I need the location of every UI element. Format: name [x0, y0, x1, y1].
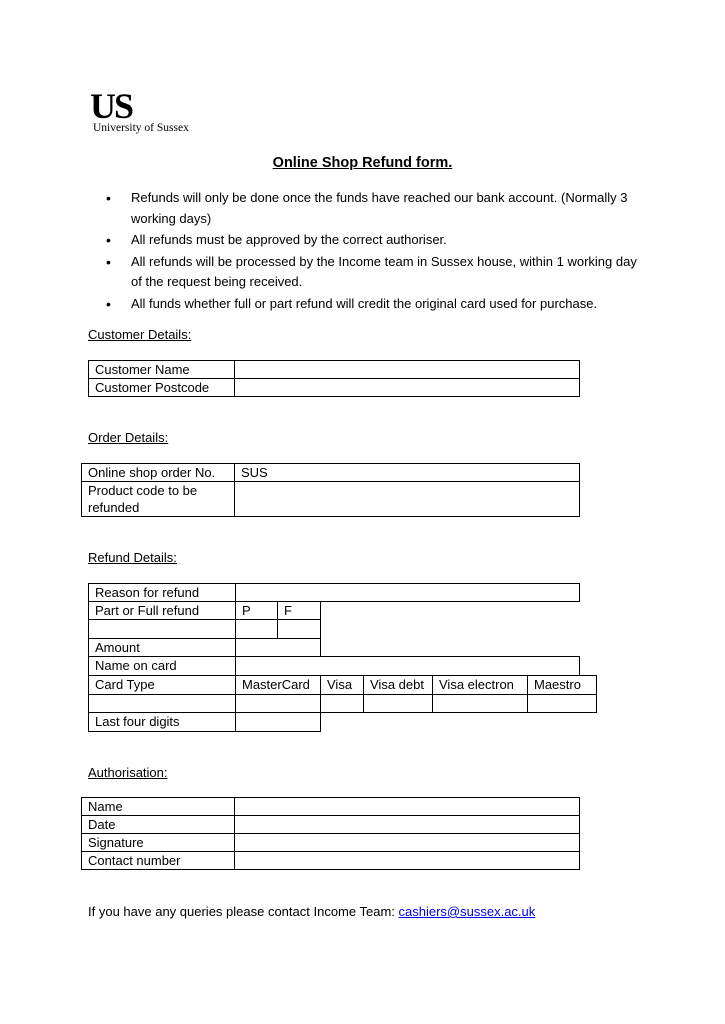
- auth-date-field[interactable]: [235, 816, 580, 834]
- university-logo: [90, 88, 220, 138]
- reason-field[interactable]: [235, 583, 580, 602]
- card-type-visa: Visa: [320, 675, 364, 695]
- full-option: F: [277, 601, 321, 620]
- auth-name-label: Name: [82, 798, 235, 816]
- name-on-card-field[interactable]: [235, 656, 580, 676]
- page-title: Online Shop Refund form.: [272, 155, 453, 171]
- order-number-label: Online shop order No.: [82, 464, 235, 482]
- visa-checkbox[interactable]: [320, 694, 364, 713]
- part-full-label: Part or Full refund: [88, 601, 236, 620]
- auth-date-label: Date: [82, 816, 235, 834]
- table-row: [82, 482, 580, 517]
- card-type-mastercard: MasterCard: [235, 675, 321, 695]
- contact-email-link[interactable]: cashiers@sussex.ac.uk: [398, 904, 536, 919]
- table-row: [82, 834, 580, 852]
- card-type-visa-electron: Visa electron: [432, 675, 528, 695]
- auth-contact-label: Contact number: [82, 852, 235, 870]
- auth-contact-field[interactable]: [235, 852, 580, 870]
- info-list: [103, 188, 643, 315]
- card-type-label: Card Type: [88, 675, 236, 695]
- customer-details-table: [88, 360, 580, 397]
- product-code-field[interactable]: [235, 482, 580, 517]
- table-row: [89, 361, 580, 379]
- auth-signature-label: Signature: [82, 834, 235, 852]
- refund-details-heading: Refund Details:: [88, 550, 177, 565]
- maestro-checkbox[interactable]: [527, 694, 597, 713]
- table-row: [82, 798, 580, 816]
- auth-name-field[interactable]: [235, 798, 580, 816]
- logo-name: University of Sussex: [93, 122, 189, 134]
- authorisation-table: [81, 797, 580, 870]
- name-on-card-label: Name on card: [88, 656, 236, 676]
- part-checkbox[interactable]: [235, 619, 278, 639]
- reason-label: Reason for refund: [88, 583, 236, 602]
- full-checkbox[interactable]: [277, 619, 321, 639]
- info-item: • All refunds will be processed by the Income team in Sussex house, within 1 working day of the request being received.: [103, 252, 643, 293]
- card-type-visa-debit: Visa debt: [363, 675, 433, 695]
- table-row: [89, 379, 580, 397]
- customer-details-heading: Customer Details:: [88, 327, 192, 342]
- order-number-field[interactable]: SUS: [235, 464, 580, 482]
- logo-monogram: US: [90, 86, 133, 126]
- card-type-maestro: Maestro: [527, 675, 597, 695]
- customer-name-field[interactable]: [235, 361, 580, 379]
- info-item: • All refunds must be approved by the correct authoriser.: [103, 230, 643, 251]
- info-item: • All funds whether full or part refund will credit the original card used for purchase.: [103, 294, 643, 315]
- table-row: [82, 464, 580, 482]
- order-details-heading: Order Details:: [88, 430, 169, 445]
- table-row: [82, 852, 580, 870]
- last-four-field[interactable]: [235, 712, 321, 732]
- card-type-spacer: [88, 694, 236, 713]
- visa-debit-checkbox[interactable]: [363, 694, 433, 713]
- info-item: • Refunds will only be done once the funds have reached our bank account. (Normally 3 working days): [103, 188, 643, 229]
- amount-field[interactable]: [235, 638, 321, 657]
- authorisation-heading: Authorisation:: [88, 765, 168, 780]
- customer-name-label: Customer Name: [89, 361, 235, 379]
- auth-signature-field[interactable]: [235, 834, 580, 852]
- mastercard-checkbox[interactable]: [235, 694, 321, 713]
- amount-label: Amount: [88, 638, 236, 657]
- footer-text: If you have any queries please contact Income Team:: [88, 904, 395, 919]
- table-row: [82, 816, 580, 834]
- part-full-spacer: [88, 619, 236, 639]
- last-four-label: Last four digits: [88, 712, 236, 732]
- order-details-table: [81, 463, 580, 517]
- footer-note: [88, 904, 535, 919]
- customer-postcode-field[interactable]: [235, 379, 580, 397]
- product-code-label: Product code to be refunded: [82, 482, 235, 517]
- part-option: P: [235, 601, 278, 620]
- customer-postcode-label: Customer Postcode: [89, 379, 235, 397]
- visa-electron-checkbox[interactable]: [432, 694, 528, 713]
